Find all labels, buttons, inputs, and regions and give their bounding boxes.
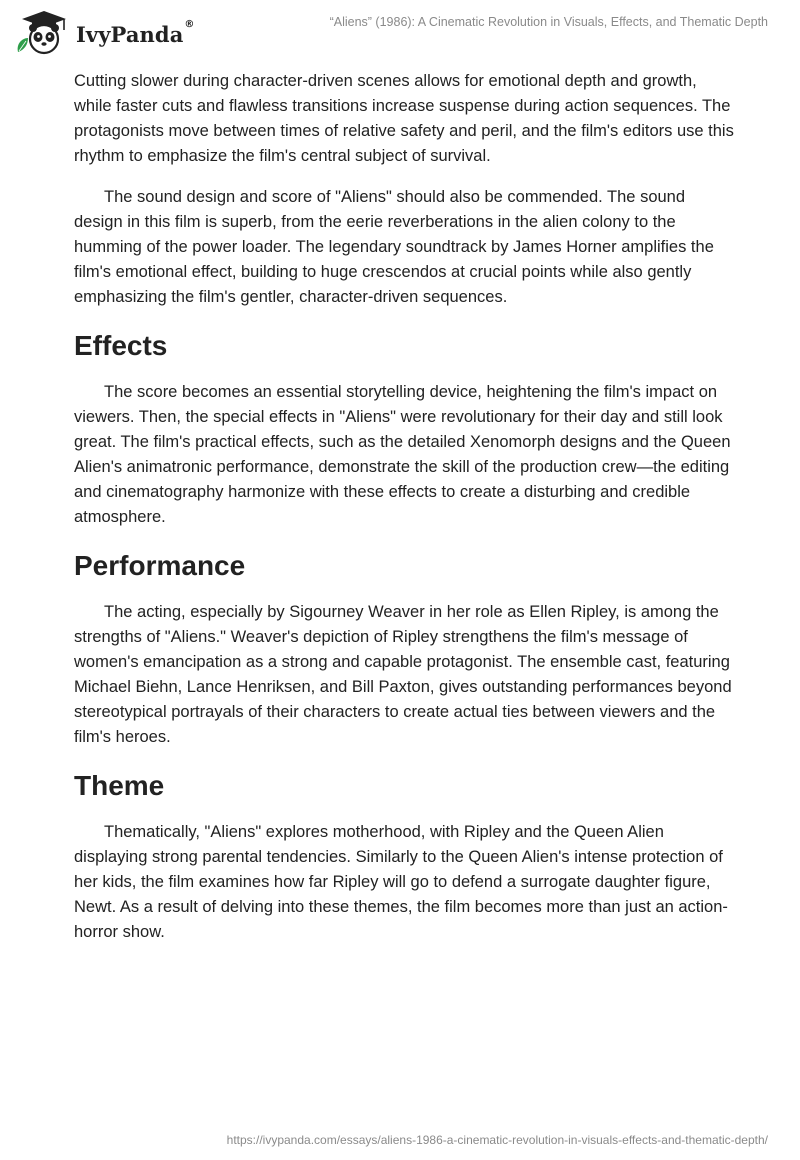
document-title: “Aliens” (1986): A Cinematic Revolution in Visuals, Effects, and Thematic Depth xyxy=(329,15,768,29)
page-header xyxy=(0,0,800,64)
brand-name: IvyPanda® xyxy=(76,18,195,47)
registered-mark: ® xyxy=(184,18,195,30)
effects-paragraph: The score becomes an essential storytelling device, heightening the film's impact on viewers. Then, the special effects in "Aliens" were revolutionary for their day and still look great. The film's practical effects, such as the detailed Xenomorph designs and the Queen Alien's animatronic performance, demonstrate the skill of the production crew—the editing and cinematography harmonize with these effects to create a disturbing and credible atmosphere. xyxy=(74,383,731,526)
ivypanda-logo[interactable] xyxy=(14,8,195,56)
performance-heading: Performance xyxy=(74,550,246,581)
source-url[interactable]: https://ivypanda.com/essays/aliens-1986-a-cinematic-revolution-in-visuals-effects-and-thematic-depth/ xyxy=(226,1133,768,1147)
essay-body xyxy=(74,69,734,961)
theme-heading: Theme xyxy=(74,770,165,801)
panda-graduate-icon xyxy=(14,8,72,56)
effects-heading: Effects xyxy=(74,330,168,361)
theme-paragraph: Thematically, "Aliens" explores motherhood, with Ripley and the Queen Alien displaying strong parental tendencies. Similarly to the Queen Alien's intense protection of her kids, the film examines how far Ripley will go to defend a surrogate daughter figure, Newt. As a result of delving into these themes, the film becomes more than just an action-horror show. xyxy=(74,823,728,941)
performance-paragraph: The acting, especially by Sigourney Weaver in her role as Ellen Ripley, is among the strengths of "Aliens." Weaver's depiction of Ripley strengthens the film's message of women's emancipation as a strong and capable protagonist. The ensemble cast, featuring Michael Biehn, Lance Henriksen, and Bill Paxton, gives outstanding performances beyond stereotypical portrayals of their characters to create actual ties between viewers and the film's heroes. xyxy=(74,603,732,746)
sound-paragraph: The sound design and score of "Aliens" should also be commended. The sound design in this film is superb, from the eerie reverberations in the alien colony to the humming of the power loader. The legendary soundtrack by James Horner amplifies the film's emotional effect, building to huge crescendos at crucial points while also gently emphasizing the film's gentler, character-driven sequences. xyxy=(74,188,714,306)
intro-paragraph: Cutting slower during character-driven scenes allows for emotional depth and growth, while faster cuts and flawless transitions increase suspense during action sequences. The protagonists move between times of relative safety and peril, and the film's editors use this rhythm to emphasize the film's central subject of survival. xyxy=(74,72,734,165)
